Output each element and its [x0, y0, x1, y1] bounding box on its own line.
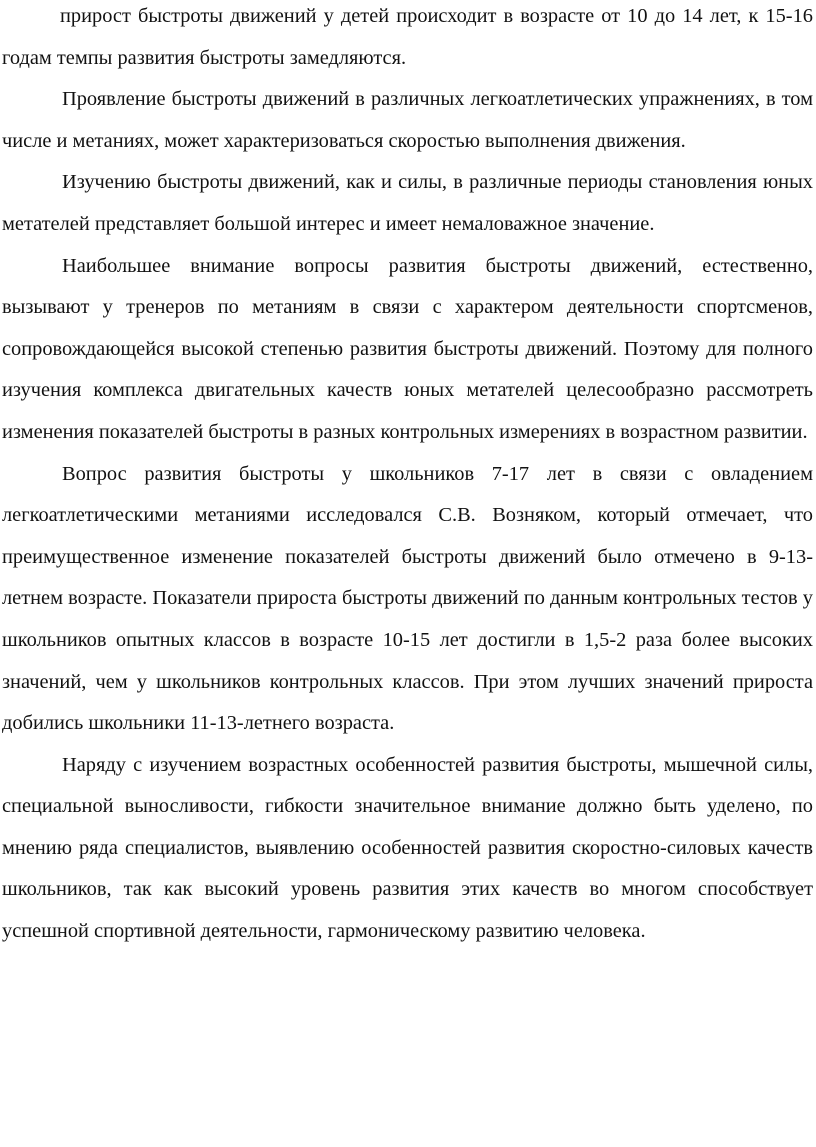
paragraph-3: Изучению быстроты движений, как и силы, в различные периоды становления юных метателей представляет большой интерес и имеет немаловажное значение.: [2, 171, 813, 235]
paragraph-4: Наибольшее внимание вопросы развития быстроты движений, естественно, вызывают у тренеров по метаниям в связи с характером деятельности спортсменов, сопровождающейся высокой степенью развития быстроты движений. Поэтому для полного изучения комплекса двигательных качеств юных метателей целесообразно рассмотреть изменения показателей быстроты в разных контрольных измерениях в возрастном развитии.: [2, 254, 813, 443]
paragraph-2: Проявление быстроты движений в различных легкоатлетических упражнениях, в том числе и метаниях, может характеризоваться скоростью выполнения движения.: [2, 88, 813, 152]
paragraph-5: Вопрос развития быстроты у школьников 7-17 лет в связи с овладением легкоатлетическими метаниями исследовался С.В. Возняком, который отмечает, что преимущественное изменение показателей быстроты движений было отмечено в 9-13-летнем возрасте. Показатели прироста быстроты движений по данным контрольных тестов у школьников опытных классов в возрасте 10-15 лет достигли в 1,5-2 раза более высоких значений, чем у школьников контрольных классов. При этом лучших значений прироста добились школьники 11-13-летнего возраста.: [2, 462, 813, 735]
paragraph-1: прирост быстроты движений у детей происходит в возрасте от 10 до 14 лет, к 15-16 годам темпы развития быстроты замедляются.: [2, 5, 813, 69]
paragraph-6: Наряду с изучением возрастных особенностей развития быстроты, мышечной силы, специальной выносливости, гибкости значительное внимание должно быть уделено, по мнению ряда специалистов, выявлению особенностей развития скоростно-силовых качеств школьников, так как высокий уровень развития этих качеств во многом способствует успешной спортивной деятельности, гармоническому развитию человека.: [2, 753, 813, 943]
